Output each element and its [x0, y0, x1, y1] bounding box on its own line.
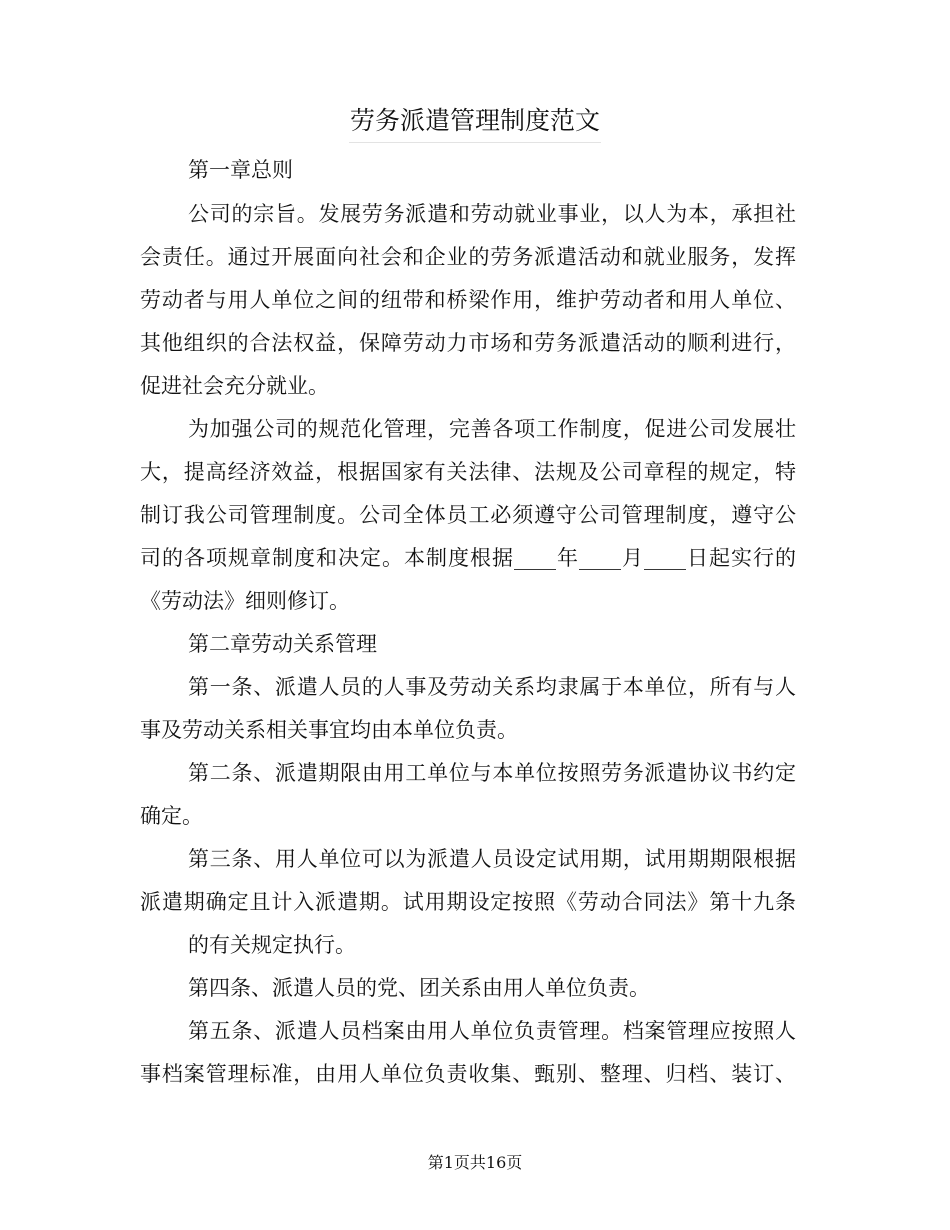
paragraph-line: 为加强公司的规范化管理，完善各项工作制度，促进公司发展壮 — [188, 417, 796, 441]
paragraph-line: 第四条、派遣人员的党、团关系由用人单位负责。 — [188, 976, 650, 1000]
paragraph-line: 其他组织的合法权益，保障劳动力市场和劳务派遣活动的顺利进行， — [140, 331, 796, 355]
paragraph-line: 确定。 — [140, 804, 203, 828]
paragraph-line: 会责任。通过开展面向社会和企业的劳务派遣活动和就业服务，发挥 — [140, 245, 796, 269]
chapter-heading: 第二章劳动关系管理 — [188, 632, 377, 656]
paragraph-line: 第五条、派遣人员档案由用人单位负责管理。档案管理应按照人 — [188, 1019, 796, 1043]
paragraph-line: 事档案管理标准，由用人单位负责收集、甄别、整理、归档、装订、 — [140, 1062, 796, 1086]
paragraph-line: 制订我公司管理制度。公司全体员工必须遵守公司管理制度，遵守公 — [140, 503, 796, 527]
document-title: 劳务派遣管理制度范文 — [349, 103, 601, 143]
paragraph-line: 第一条、派遣人员的人事及劳动关系均隶属于本单位，所有与人 — [188, 675, 796, 699]
paragraph-line: 《劳动法》细则修订。 — [140, 589, 350, 613]
paragraph-line: 派遣期确定且计入派遣期。试用期设定按照《劳动合同法》第十九条 — [140, 890, 796, 914]
paragraph-line: 司的各项规章制度和决定。本制度根据____年____月____日起实行的 — [140, 546, 796, 570]
chapter-heading: 第一章总则 — [188, 158, 293, 182]
paragraph-line: 第二条、派遣期限由用工单位与本单位按照劳务派遣协议书约定 — [188, 761, 796, 785]
paragraph-line: 大，提高经济效益，根据国家有关法律、法规及公司章程的规定，特 — [140, 460, 796, 484]
paragraph-line: 劳动者与用人单位之间的纽带和桥梁作用，维护劳动者和用人单位、 — [140, 288, 796, 312]
paragraph-line: 公司的宗旨。发展劳务派遣和劳动就业事业，以人为本，承担社 — [188, 202, 796, 226]
paragraph-line: 的有关规定执行。 — [188, 933, 356, 957]
paragraph-line: 第三条、用人单位可以为派遣人员设定试用期，试用期期限根据 — [188, 847, 796, 871]
page-number: 第1页共16页 — [427, 1153, 523, 1172]
paragraph-line: 事及劳动关系相关事宜均由本单位负责。 — [140, 718, 518, 742]
paragraph-line: 促进社会充分就业。 — [140, 374, 329, 398]
